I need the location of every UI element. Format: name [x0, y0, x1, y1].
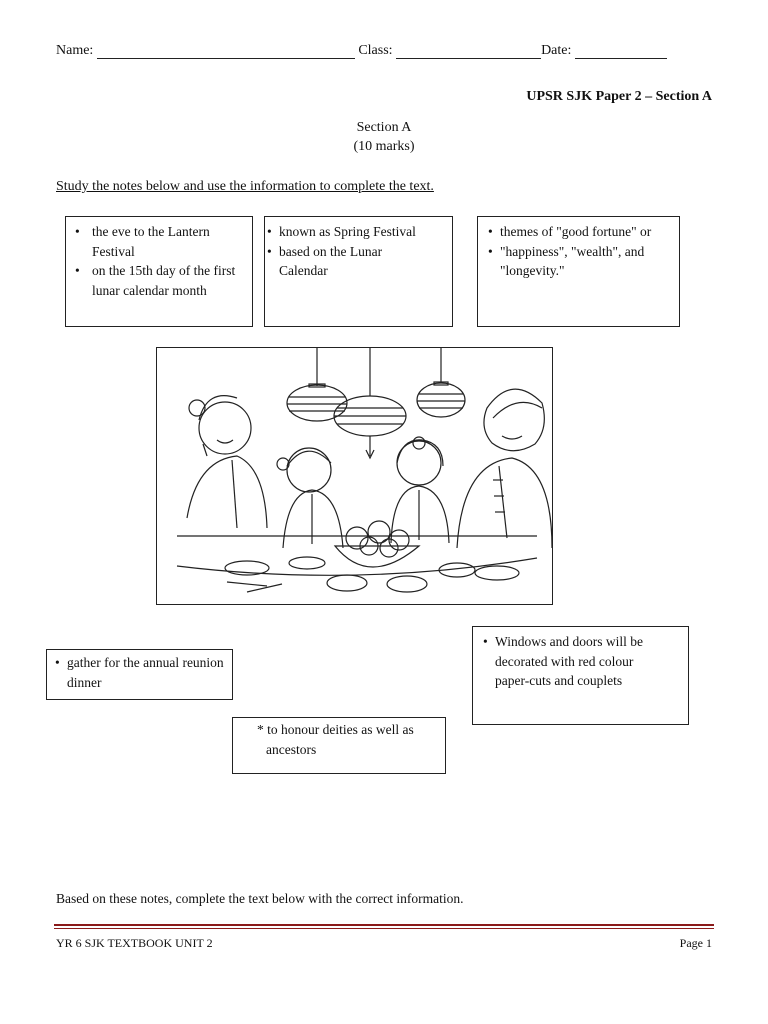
note-item: • the eve to the Lantern Festival	[75, 224, 210, 259]
note-box-lantern	[65, 216, 253, 327]
note-box-themes	[477, 216, 680, 327]
mother-figure-icon	[187, 396, 267, 528]
fruit-bowl-icon	[335, 521, 419, 567]
dish-icon	[289, 557, 325, 569]
note-item: • known as Spring Festival	[267, 224, 416, 239]
instruction: Study the notes below and use the information to complete the text.	[56, 179, 434, 194]
lantern-center-icon	[334, 396, 406, 458]
lantern-right-icon	[417, 382, 465, 417]
family-reunion-illustration	[156, 347, 553, 605]
bottom-instruction: Based on these notes, complete the text below with the correct information.	[56, 891, 464, 906]
date-label: Date:	[541, 43, 572, 58]
family-dinner-drawing	[157, 348, 552, 604]
note-box-honour-deities	[232, 717, 446, 774]
date-blank[interactable]	[575, 44, 667, 59]
footer-rule	[54, 924, 714, 926]
note-item: • on the 15th day of the first lunar calendar month	[75, 263, 236, 298]
note-item: • based on the Lunar Calendar	[267, 243, 383, 278]
note-item: • Windows and doors will be decorated with red colour paper-cuts and couplets	[483, 634, 643, 688]
footer-page-number: Page 1	[679, 936, 712, 950]
note-box-spring-festival	[264, 216, 453, 327]
student-info-line	[56, 43, 667, 59]
chopsticks-icon	[227, 582, 267, 586]
paper-title: UPSR SJK Paper 2 – Section A	[526, 89, 712, 104]
dish-icon	[387, 576, 427, 592]
section-marks: (10 marks)	[353, 139, 415, 154]
note-box-decorations	[472, 626, 689, 725]
child-right-figure-icon	[391, 437, 449, 543]
class-blank[interactable]	[396, 44, 541, 59]
dish-icon	[475, 566, 519, 580]
note-item: • "happiness", "wealth", and "longevity."	[488, 243, 645, 278]
note-item: • gather for the annual reunion dinner	[55, 655, 224, 690]
footer-rule	[54, 928, 714, 929]
father-figure-icon	[457, 389, 552, 548]
child-left-figure-icon	[277, 448, 343, 548]
name-blank[interactable]	[97, 44, 355, 59]
class-label: Class:	[358, 43, 393, 58]
note-item: • themes of "good fortune" or	[488, 224, 652, 239]
footer-textbook-label: YR 6 SJK TEXTBOOK UNIT 2	[56, 936, 213, 950]
dish-icon	[327, 575, 367, 591]
name-label: Name:	[56, 43, 94, 58]
note-item: * to honour deities as well as ancestors	[257, 722, 414, 757]
note-box-reunion-dinner	[46, 649, 233, 700]
section-title: Section A	[356, 120, 412, 135]
